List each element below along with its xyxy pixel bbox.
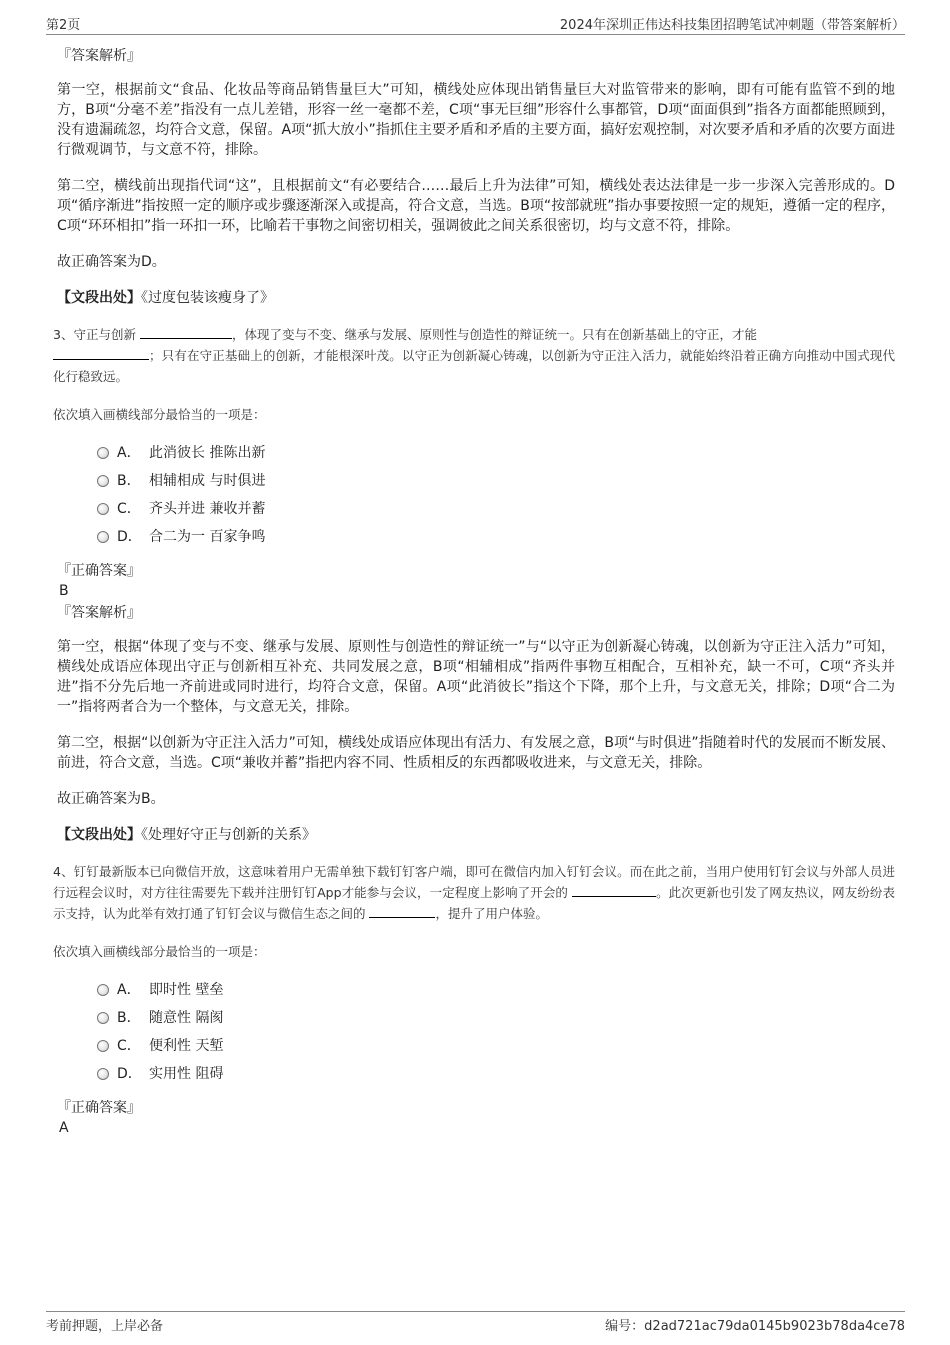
code-value: d2ad721ac79da0145b9023b78da4ce78 xyxy=(644,1319,905,1334)
question-instruction: 依次填入画横线部分最恰当的一项是： xyxy=(53,407,266,422)
radio-button[interactable] xyxy=(97,447,109,459)
correct-answer: A xyxy=(59,1120,69,1136)
source-label: 【文段出处】 xyxy=(57,827,141,843)
question-text: 3、守正与创新 xyxy=(53,327,140,342)
question-text: ，提升了用户体验。 xyxy=(435,906,548,921)
document-title: 2024年深圳正伟达科技集团招聘笔试冲刺题（带答案解析） xyxy=(559,18,905,33)
analysis-paragraph: 第一空，根据前文“食品、化妆品等商品销售量巨大”可知，横线处应体现出销售量巨大对监管带来的影响，即有可能有监管不到的地方，B项“分毫不差”指没有一点儿差错，形容一丝一毫都不差，C项“事无巨细”形容什么事都管，D项“面面俱到”指各方面都能照顾到，没有遗漏疏忽，均符合文意，保留。A项“抓大放小”指抓住主要矛盾和矛盾的主要方面，搞好宏观控制，对次要矛盾和矛盾的次要方面进行微观调节，与文意不符，排除。 xyxy=(57,82,895,158)
option-label: D． xyxy=(117,1066,142,1082)
option-text: 便利性 天堑 xyxy=(149,1038,224,1054)
question-instruction: 依次填入画横线部分最恰当的一项是： xyxy=(53,944,266,959)
source-label: 【文段出处】 xyxy=(57,290,141,306)
source-title: 《处理好守正与创新的关系》 xyxy=(141,827,316,843)
option-text: 合二为一 百家争鸣 xyxy=(149,529,266,545)
option-label: C． xyxy=(117,1038,141,1054)
fill-blank xyxy=(53,345,149,360)
option-d[interactable] xyxy=(97,1064,895,1092)
option-label: D． xyxy=(117,529,142,545)
option-label: A． xyxy=(117,982,141,998)
source-line xyxy=(57,288,895,308)
analysis-paragraph: 第二空，横线前出现指代词“这”，且根据前文“有必要结合……最后上升为法律”可知，横线处表达法律是一步一步深入完善形成的。D项“循序渐进”指按照一定的顺序或步骤逐渐深入或提高，符合文意，当选。B项“按部就班”指办事要按照一定的规矩，遵循一定的程序，C项“环环相扣”指一环扣一环，比喻若干事物之间密切相关，强调彼此之间关系很密切，均与文意不符，排除。 xyxy=(57,178,895,234)
option-text: 相辅相成 与时俱进 xyxy=(149,473,266,489)
analysis-heading: 『答案解析』 xyxy=(57,48,141,64)
fill-blank xyxy=(572,882,656,897)
page-content xyxy=(53,46,895,1138)
option-label: C． xyxy=(117,501,141,517)
analysis-paragraph: 第一空，根据“体现了变与不变、继承与发展、原则性与创造性的辩证统一”与“以守正为创新凝心铸魂，以创新为守正注入活力”可知，横线处成语应体现出守正与创新相互补充、共同发展之意，B项“相辅相成”指两件事物互相配合，互相补充，缺一不可，C项“齐头并进”指不分先后地一齐前进或同时进行，均符合文意，保留。A项“此消彼长”指这个下降，那个上升，与文意无关，排除；D项“合二为一”指将两者合为一个整体，与文意无关，排除。 xyxy=(57,639,895,715)
option-text: 此消彼长 推陈出新 xyxy=(149,445,266,461)
option-text: 实用性 阻碍 xyxy=(149,1066,224,1082)
correct-answer-heading: 『正确答案』 xyxy=(57,1100,141,1116)
question-text: 。此次更新也引发了网友热议，网友纷纷表示支持，认为此举有效打通了钉钉会议与微信生态之间的 xyxy=(53,885,895,921)
question-3-stem xyxy=(53,324,895,387)
radio-button[interactable] xyxy=(97,1012,109,1024)
source-title: 《过度包装该瘦身了》 xyxy=(141,290,274,306)
question-text: ；只有在守正基础上的创新，才能根深叶茂。以守正为创新凝心铸魂，以创新为守正注入活力，就能始终沿着正确方向推动中国式现代化行稳致远。 xyxy=(53,348,895,384)
source-line xyxy=(57,825,895,845)
option-text: 齐头并进 兼收并蓄 xyxy=(149,501,266,517)
option-c[interactable] xyxy=(97,499,895,527)
option-label: A． xyxy=(117,445,141,461)
option-a[interactable] xyxy=(97,443,895,471)
footer-motto: 考前押题，上岸必备 xyxy=(46,1319,164,1334)
option-text: 即时性 壁垒 xyxy=(149,982,224,998)
radio-button[interactable] xyxy=(97,531,109,543)
conclusion: 故正确答案为B。 xyxy=(57,791,165,807)
document-code xyxy=(605,1315,905,1334)
option-b[interactable] xyxy=(97,471,895,499)
code-label: 编号： xyxy=(605,1319,645,1334)
option-b[interactable] xyxy=(97,1008,895,1036)
question-text: 4、钉钉最新版本已向微信开放，这意味着用户无需单独下载钉钉客户端，即可在微信内加入钉钉会议。而在此之前，当用户使用钉钉会议与外部人员进行远程会议时，对方往往需要先下载并注册钉钉App才能参与会议，一定程度上影响了开会的 xyxy=(53,864,895,900)
question-text: ，体现了变与不变、继承与发展、原则性与创造性的辩证统一。只有在创新基础上的守正，才能 xyxy=(231,327,757,342)
correct-answer: B xyxy=(59,583,69,599)
correct-answer-heading: 『正确答案』 xyxy=(57,563,141,579)
option-label: B． xyxy=(117,473,141,489)
radio-button[interactable] xyxy=(97,475,109,487)
radio-button[interactable] xyxy=(97,984,109,996)
analysis-heading: 『答案解析』 xyxy=(57,605,141,621)
fill-blank xyxy=(369,903,435,918)
radio-button[interactable] xyxy=(97,503,109,515)
option-text: 随意性 隔阂 xyxy=(149,1010,224,1026)
option-a[interactable] xyxy=(97,980,895,1008)
fill-blank xyxy=(140,324,232,339)
page-header xyxy=(46,12,905,35)
radio-button[interactable] xyxy=(97,1040,109,1052)
question-4-stem xyxy=(53,861,895,924)
page-number: 第2页 xyxy=(46,18,81,33)
analysis-paragraph: 第二空，根据“以创新为守正注入活力”可知，横线处成语应体现出有活力、有发展之意，B项“与时俱进”指随着时代的发展而不断发展、前进，符合文意，当选。C项“兼收并蓄”指把内容不同、性质相反的东西都吸收进来，与文意无关，排除。 xyxy=(57,735,895,771)
radio-button[interactable] xyxy=(97,1068,109,1080)
option-c[interactable] xyxy=(97,1036,895,1064)
option-label: B． xyxy=(117,1010,141,1026)
option-d[interactable] xyxy=(97,527,895,555)
conclusion: 故正确答案为D。 xyxy=(57,254,166,270)
page-footer xyxy=(46,1311,905,1334)
